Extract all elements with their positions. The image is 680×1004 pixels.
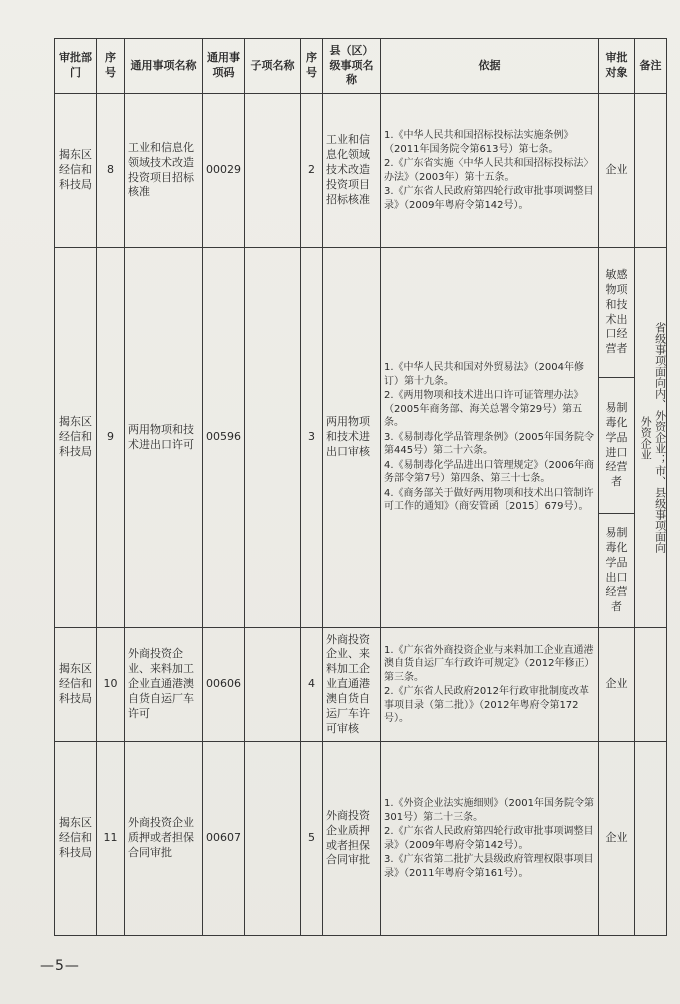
table-row [55, 248, 667, 378]
cell-county-name: 外商投资企业质押或者担保合同审批 [323, 742, 381, 936]
cell-item-code: 00607 [203, 742, 245, 936]
cell-county-seq: 5 [301, 742, 323, 936]
cell-notes [635, 248, 667, 628]
cell-item-name: 外商投资企业质押或者担保合同审批 [125, 742, 203, 936]
cell-county-seq: 3 [301, 248, 323, 628]
page-number: —5— [40, 958, 80, 974]
notes-text: 省级事项面向内、外资企业；市、县级事项面向外资企业 [639, 322, 667, 553]
cell-object-export: 易制毒化学品出口经营者 [599, 514, 635, 628]
cell-item-code: 00029 [203, 94, 245, 248]
table-row [55, 628, 667, 742]
basis-line: 2.《广东省人民政府第四轮行政审批事项调整目录》（2009年粤府令第142号）。 [384, 826, 594, 851]
cell-notes [635, 628, 667, 742]
cell-sub-name [245, 94, 301, 248]
cell-dept: 揭东区经信和科技局 [55, 628, 97, 742]
cell-county-seq: 2 [301, 94, 323, 248]
cell-dept: 揭东区经信和科技局 [55, 248, 97, 628]
cell-seq: 11 [97, 742, 125, 936]
basis-line: 4.《易制毒化学品进出口管理规定》（2006年商务部令第7号）第四条、第三十七条。 [384, 459, 594, 485]
basis-line: 3.《易制毒化学品管理条例》（2005年国务院令第445号）第二十六条。 [384, 431, 594, 457]
basis-line: 2.《两用物项和技术进出口许可证管理办法》（2005年商务部、海关总署令第29号）第五条。 [384, 390, 584, 429]
cell-notes [635, 94, 667, 248]
header-notes: 备注 [635, 39, 667, 94]
basis-line: 3.《广东省人民政府第四轮行政审批事项调整目录》（2009年粤府令第142号）。 [384, 186, 594, 211]
cell-seq: 9 [97, 248, 125, 628]
cell-seq: 10 [97, 628, 125, 742]
cell-object-import: 易制毒化学品进口经营者 [599, 378, 635, 514]
header-dept: 审批部门 [55, 39, 97, 94]
basis-line: 3.《广东省第二批扩大县级政府管理权限事项目录》（2011年粤府令第161号）。 [384, 854, 594, 879]
header-county-seq: 序号 [301, 39, 323, 94]
basis-line: 1.《中华人民共和国对外贸易法》（2004年修订）第十九条。 [384, 362, 584, 387]
cell-county-name: 工业和信息化领域技术改造投资项目招标核准 [323, 94, 381, 248]
cell-sub-name [245, 248, 301, 628]
table-row [55, 94, 667, 248]
cell-object: 企业 [599, 628, 635, 742]
basis-line: 2.《广东省人民政府2012年行政审批制度改革事项目录（第二批）》（2012年粤府令第172号）。 [384, 686, 589, 724]
basis-line: 2.《广东省实施〈中华人民共和国招标投标法〉办法》（2003年）第十五条。 [384, 158, 594, 183]
cell-item-code: 00606 [203, 628, 245, 742]
basis-line: 1.《外资企业法实施细则》（2001年国务院令第301号）第二十三条。 [384, 798, 594, 823]
header-item-code: 通用事项码 [203, 39, 245, 94]
cell-sub-name [245, 742, 301, 936]
basis-line: 1.《中华人民共和国招标投标法实施条例》（2011年国务院令第613号）第七条。 [384, 130, 574, 155]
header-object: 审批对象 [599, 39, 635, 94]
table-header-row [55, 39, 667, 94]
cell-item-name: 工业和信息化领域技术改造投资项目招标核准 [125, 94, 203, 248]
cell-basis [381, 628, 599, 742]
cell-seq: 8 [97, 94, 125, 248]
cell-county-name: 外商投资企业、来料加工企业直通港澳自货自运厂车许可审核 [323, 628, 381, 742]
cell-basis [381, 742, 599, 936]
cell-item-name: 两用物项和技术进出口许可 [125, 248, 203, 628]
approval-items-table [54, 38, 667, 936]
cell-item-code: 00596 [203, 248, 245, 628]
basis-line: 1.《广东省外商投资企业与来料加工企业直通港澳自货自运厂车行政许可规定》（2012年修正）第三条。 [384, 644, 595, 683]
cell-notes [635, 742, 667, 936]
cell-sub-name [245, 628, 301, 742]
cell-item-name: 外商投资企业、来料加工企业直通港澳自货自运厂车许可 [125, 628, 203, 742]
header-county-name: 县（区）级事项名称 [323, 39, 381, 94]
cell-basis [381, 248, 599, 628]
cell-basis [381, 94, 599, 248]
cell-object: 企业 [599, 742, 635, 936]
cell-dept: 揭东区经信和科技局 [55, 94, 97, 248]
cell-object: 企业 [599, 94, 635, 248]
cell-county-seq: 4 [301, 628, 323, 742]
table-row [55, 742, 667, 936]
cell-dept: 揭东区经信和科技局 [55, 742, 97, 936]
header-sub-name: 子项名称 [245, 39, 301, 94]
header-basis: 依据 [381, 39, 599, 94]
cell-object-sensitive: 敏感物项和技术出口经营者 [599, 248, 635, 378]
cell-county-name: 两用物项和技术进出口审核 [323, 248, 381, 628]
header-seq: 序号 [97, 39, 125, 94]
header-item-name: 通用事项名称 [125, 39, 203, 94]
basis-line: 4.《商务部关于做好两用物项和技术出口管制许可工作的通知》（商安管函〔2015〕679号）。 [384, 487, 594, 513]
